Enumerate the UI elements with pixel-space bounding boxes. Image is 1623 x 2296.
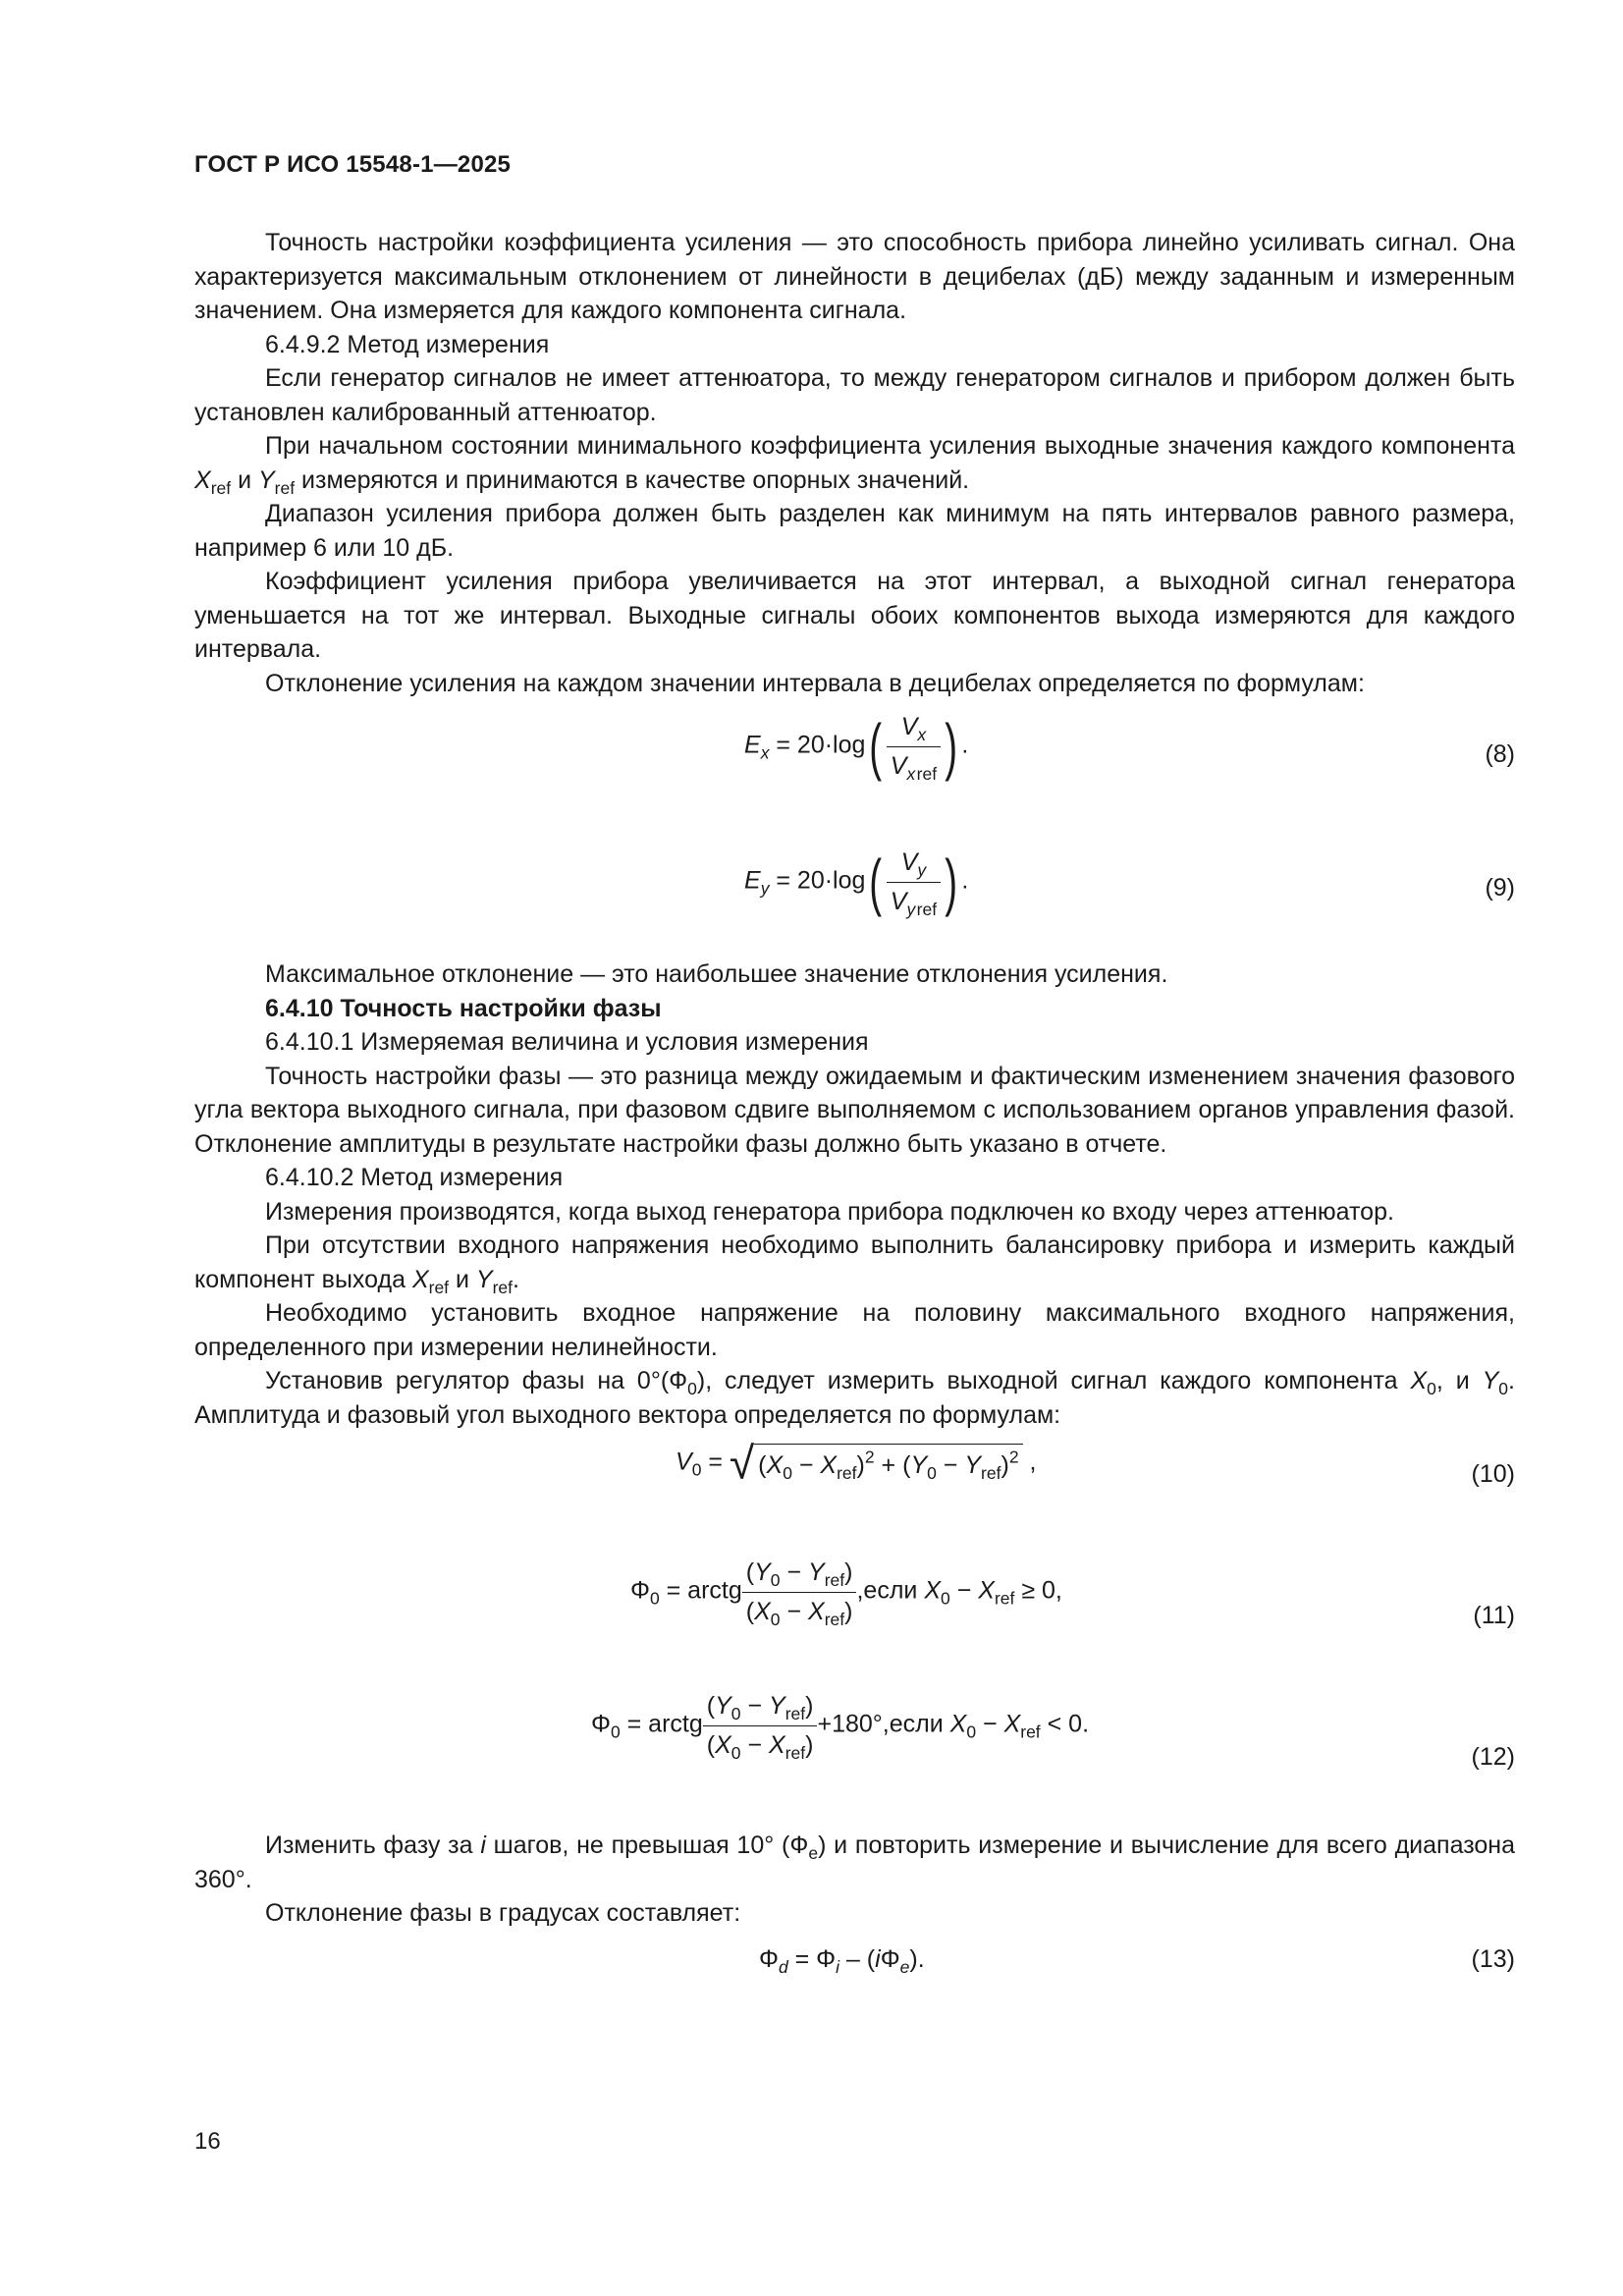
text-run: ), следует измерить выходной сигнал каждого компонента [696,1367,1411,1394]
formula-number: (9) [1485,874,1515,902]
subsection-heading: 6.4.10.2 Метод измерения [265,1164,564,1191]
paragraph: Максимальное отклонение — это наибольшее значение отклонения усиления. [265,960,1168,988]
text-run: ,если [856,1576,918,1605]
formula-13: $\Phi_d = \Phi_i - (i\Phi_e)$. (13) [194,1931,1515,1995]
formula-number: (10) [1471,1460,1515,1488]
document-header: ГОСТ Р ИСО 15548-1—2025 [194,151,512,178]
paragraph: Отклонение фазы в градусах составляет: [265,1899,741,1927]
paragraph: Диапазон усиления прибора должен быть разделен как минимум на пять интервалов равного размера, например 6 или 10 дБ. [194,500,1515,562]
formula-number: (8) [1485,740,1515,768]
text-run: . Амплитуда и фазовый угол выходного вектора определяется по формулам: [194,1367,1515,1429]
paragraph: При начальном состоянии минимального коэффициента усиления выходные значения каждого компонента $X_{ref}$ и $Y_{ref}$ измеряются и принимаются в качестве опорных значений. [194,432,1515,498]
paragraph: Измерения производятся, когда выход генератора прибора подключен ко входу через аттенюатор. [265,1197,1394,1226]
document-body [194,226,1515,1995]
text-run: и [231,465,258,494]
paragraph: Отклонение усиления на каждом значении интервала в децибелах определяется по формулам: [265,669,1365,697]
text-run: Изменить фазу за [265,1831,481,1859]
text-run: ≥ 0, [1014,1576,1062,1605]
formula-number: (13) [1471,1944,1515,1973]
paragraph: Изменить фазу за i шагов, не превышая 10° $(Ф_e)$ и повторить измерение и вычисление для всего диапазона 360°. [194,1831,1515,1893]
subsection-heading: 6.4.9.2 Метод измерения [265,330,550,358]
formula-number: (12) [1471,1743,1515,1771]
paragraph: Если генератор сигналов не имеет аттенюатора, то между генератором сигналов и прибором должен быть установлен калиброванный аттенюатор. [194,364,1515,426]
text-run: измеряются и принимаются в качестве опорных значений. [295,465,970,494]
subsection-heading: 6.4.10.1 Измеряемая величина и условия измерения [265,1028,869,1056]
section-heading: 6.4.10 Точность настройки фазы [265,994,662,1022]
formula-12: $\Phi_0$ = arctg $\frac{(Y_0 - Y_{ref})}{(X_0 - X_{ref})}$ +180°,если $X_0 - X_{ref} < 0$. (12) [194,1683,1515,1829]
paragraph: Установив регулятор фазы на $0^\circ(Ф_0)$, следует измерить выходной сигнал каждого компонента $X_0$, и $Y_0$. Амплитуда и фазовый угол выходного вектора определяется по формулам: [194,1367,1515,1429]
text-run: , и [1435,1367,1483,1394]
paragraph: Точность настройки коэффициента усиления — это способность прибора линейно усиливать сигнал. Она характеризуется максимальным отклонением от линейности в децибелах (дБ) между заданным и измеренным значением. Она измеряется для каждого компонента сигнала. [194,229,1515,324]
formula-8: $E_x = 20\cdot\log$( $\frac{V_x}{V_{x ref}}$ ) . (8) [744,711,1515,784]
formula-9: $E_y = 20\cdot\log$( $\frac{V_y}{V_{y ref}}$ ) . (9) [744,847,1515,919]
formula-10: $V_0$ = √ $(X_0 - X_{ref})^2 + (Y_0 - Y_{ref})^2$ , (10) [194,1432,1515,1538]
formula-number: (11) [1473,1602,1515,1629]
paragraph: Коэффициент усиления прибора увеличивается на этот интервал, а выходной сигнал генератора уменьшается на тот же интервал. Выходные сигналы обоих компонентов выхода измеряются для каждого интервала. [194,568,1515,663]
text-run: ) и повторить измерение и вычисление для всего диапазона 360°. [194,1831,1515,1893]
text-run: шагов, не превышая 10° (Ф [485,1831,809,1859]
paragraph: Точность настройки фазы — это разница между ожидаемым и фактическим изменением значения фазового угла вектора выходного сигнала, при фазовом сдвиге выполняемом с использованием органов управления фазой. Отклонение амплитуды в результате настройки фазы должно быть указано в отчете. [194,1062,1515,1158]
text-run: < 0. [1040,1710,1090,1738]
text-run: и [449,1265,476,1293]
text-run: Установив регулятор фазы на 0°(Ф [265,1367,688,1394]
text-run: При отсутствии входного напряжения необходимо выполнить балансировку прибора и измерить каждый компонент выхода [194,1231,1515,1293]
page-number: 16 [194,2128,221,2155]
paragraph: Необходимо установить входное напряжение на половину максимального входного напряжения, определенного при измерении нелинейности. [194,1299,1515,1361]
formula-11: $\Phi_0$ = arctg $\frac{(Y_0 - Y_{ref})}{(X_0 - X_{ref})}$ ,если $X_0 - X_{ref} \ge 0$, (11) [194,1538,1515,1683]
text-run: +180°,если [817,1710,944,1738]
text-run: . [513,1265,519,1293]
paragraph: При отсутствии входного напряжения необходимо выполнить балансировку прибора и измерить каждый компонент выхода $X_{ref}$ и $Y_{ref}$. [194,1231,1515,1297]
text-run: При начальном состоянии минимального коэффициента усиления выходные значения каждого компонента [265,432,1515,460]
